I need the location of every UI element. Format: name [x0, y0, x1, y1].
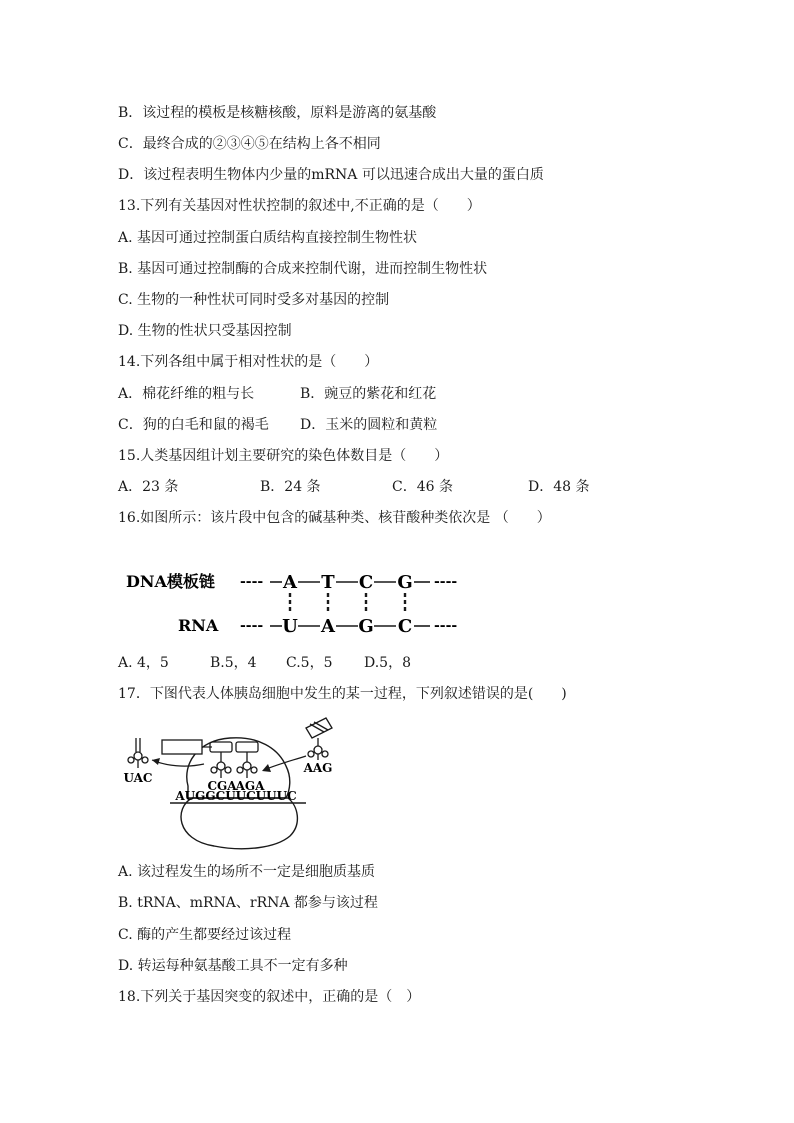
q15-options: [118, 478, 678, 496]
q14-options-row-1: [118, 385, 678, 403]
q15-option-b: B．24 条: [260, 479, 321, 495]
q15-option-a: A．23 条: [118, 479, 179, 495]
q14-option-b: B．豌豆的紫花和红花: [300, 386, 437, 402]
q16-stem: 16.如图所示：该片段中包含的碱基种类、核苷酸种类依次是 （ ）: [118, 510, 551, 526]
q17-option-c: C. 酶的产生都要经过该过程: [118, 927, 292, 943]
ribosome-small-subunit: [181, 798, 297, 849]
q15-option-c: C．46 条: [392, 479, 453, 495]
dna-base-4: G: [397, 572, 413, 593]
label-box: [162, 740, 202, 754]
q14-option-c: C．狗的白毛和鼠的褐毛: [118, 417, 269, 433]
q15-stem: 15.人类基因组计划主要研究的染色体数目是（ ）: [118, 448, 449, 464]
rna-base-4: C: [397, 616, 413, 637]
rna-trailing-dash: ----: [434, 618, 458, 634]
q16-options: [118, 654, 678, 672]
codon-aag: AAG: [303, 761, 333, 775]
anticodon-1: CGA: [207, 779, 237, 793]
trna-leaving: [128, 738, 148, 768]
q16-option-b: B.5，4: [210, 655, 257, 671]
entry-arrow: [264, 756, 306, 770]
anticodon-2: AGA: [235, 779, 265, 793]
codon-uac: UAC: [123, 771, 153, 785]
q14-options-row-2: [118, 416, 678, 434]
trna-a-site: [237, 752, 257, 778]
q17-option-a: A. 该过程发生的场所不一定是细胞质基质: [118, 864, 376, 880]
q16-option-a: A. 4，5: [118, 655, 169, 671]
mrna-sequence: AUGGCUUCUUUC: [175, 789, 297, 803]
q12-option-b: B．该过程的模板是核糖核酸，原料是游离的氨基酸: [118, 105, 437, 121]
q12-option-d: D．该过程表明生物体内少量的mRNA 可以迅速合成出大量的蛋白质: [118, 167, 544, 183]
trna-incoming: [306, 718, 332, 760]
dna-base-3: C: [358, 572, 374, 593]
amino-acid-block: [210, 742, 232, 752]
q15-option-d: D．48 条: [528, 479, 590, 495]
q13-option-b: B. 基因可通过控制酶的合成来控制代谢，进而控制生物性状: [118, 261, 488, 277]
q17-option-b: B. tRNA、mRNA、rRNA 都参与该过程: [118, 895, 378, 911]
dna-base-2: T: [321, 572, 335, 593]
rna-base-2: A: [321, 616, 335, 637]
rna-label: RNA: [178, 616, 219, 635]
q14-stem: 14.下列各组中属于相对性状的是（ ）: [118, 354, 379, 370]
q16-option-d: D.5，8: [364, 655, 411, 671]
trna-p-site: [211, 752, 231, 778]
exit-arrowhead: [152, 758, 160, 765]
q13-option-c: C. 生物的一种性状可同时受多对基因的控制: [118, 292, 390, 308]
dna-trailing-dash: ----: [434, 574, 458, 590]
q18-stem: 18.下列关于基因突变的叙述中，正确的是（ ）: [118, 989, 421, 1005]
dna-base-1: A: [283, 572, 297, 593]
dna-leading-dash: ----: [240, 574, 264, 590]
q14-option-d: D．玉米的圆粒和黄粒: [300, 417, 438, 433]
q14-option-a: A．棉花纤维的粗与长: [118, 386, 255, 402]
rna-leading-dash: ----: [240, 618, 264, 634]
rna-base-1: U: [282, 616, 298, 637]
amino-acid-block: [236, 742, 258, 752]
exit-arrow: [152, 760, 204, 766]
q17-option-d: D. 转运每种氨基酸工具不一定有多种: [118, 958, 348, 974]
rna-base-3: G: [358, 616, 374, 637]
q12-option-c: C．最终合成的②③④⑤在结构上各不相同: [118, 136, 381, 152]
translation-figure: [118, 712, 348, 862]
q17-stem: 17．下图代表人体胰岛细胞中发生的某一过程，下列叙述错误的是( ): [118, 686, 567, 702]
q13-option-a: A. 基因可通过控制蛋白质结构直接控制生物性状: [118, 230, 418, 246]
q13-stem: 13.下列有关基因对性状控制的叙述中,不正确的是（ ）: [118, 198, 481, 214]
dna-rna-pairing-figure: [118, 565, 478, 645]
base-pair-bonds: [290, 593, 405, 613]
q13-option-d: D. 生物的性状只受基因控制: [118, 323, 292, 339]
dna-template-label: DNA模板链: [126, 572, 215, 591]
q16-option-c: C.5，5: [286, 655, 333, 671]
